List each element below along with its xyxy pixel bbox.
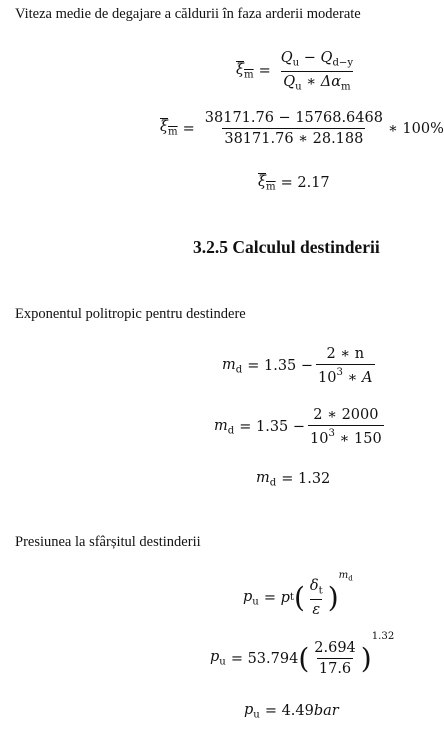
equation-mean-heat-rate-values: $\xi_m$ = $\frac{38171.76 - 15768.6468}{38171.76 ∗ 28.188}$ ∗ 100% <box>160 110 444 147</box>
equation-mean-heat-rate-result: $\xi_m$ = 2.17 <box>258 174 330 193</box>
equation-polytropic-exponent: $m_d$ = 1.35 − $\frac{2 ∗ n}{10^3 ∗ A}$ <box>222 346 373 387</box>
eq4-fraction: $\frac{2 ∗ n}{10^3 ∗ A}$ <box>318 346 373 387</box>
pressure-text: Presiunea la sfârșitul destinderii <box>15 534 201 550</box>
eq1-lhs: $\xi_m$ <box>236 61 254 81</box>
equation-end-pressure-values: $p_u$ = 53.794 ( $\frac{2.694}{17.6}$ ) 1.32 <box>210 631 395 677</box>
eq5-fraction: $\frac{2 ∗ 2000}{10^3 ∗ 150}$ <box>310 407 382 448</box>
eq7-fraction: $\frac{\delta_t}{\varepsilon}$ <box>309 578 323 618</box>
eq2-fraction: $\frac{38171.76 - 15768.6468}{38171.76 ∗ 28.188}$ <box>204 110 383 147</box>
intro-text: Viteza medie de degajare a căldurii în faza arderii moderate <box>15 6 361 22</box>
eq2-lhs: $\xi_m$ <box>160 119 178 138</box>
section-heading: 3.2.5 Calculul destinderii <box>193 237 380 257</box>
exponent-text: Exponentul politropic pentru destindere <box>15 306 246 322</box>
equation-mean-heat-rate: $\xi_m$ = $\frac{Q_u - Q_{d-y}}{Q_u ∗ \Delta\alpha_m}$ <box>236 50 354 93</box>
equation-end-pressure: $p_u$ = p t ( $\frac{\delta_t}{\varepsilon}$ ) $m_d$ <box>243 569 353 618</box>
eq1-fraction: $\frac{Q_u - Q_{d-y}}{Q_u ∗ \Delta\alpha_m}$ <box>280 50 354 93</box>
eq8-fraction: $\frac{2.694}{17.6}$ <box>314 640 356 677</box>
equation-end-pressure-result: $p_u$ = 4.49 bar <box>244 702 339 721</box>
equation-polytropic-exponent-values: $m_d$ = 1.35 − $\frac{2 ∗ 2000}{10^3 ∗ 150}$ <box>214 407 382 448</box>
equation-polytropic-exponent-result: $m_d$ = 1.32 <box>256 470 331 489</box>
